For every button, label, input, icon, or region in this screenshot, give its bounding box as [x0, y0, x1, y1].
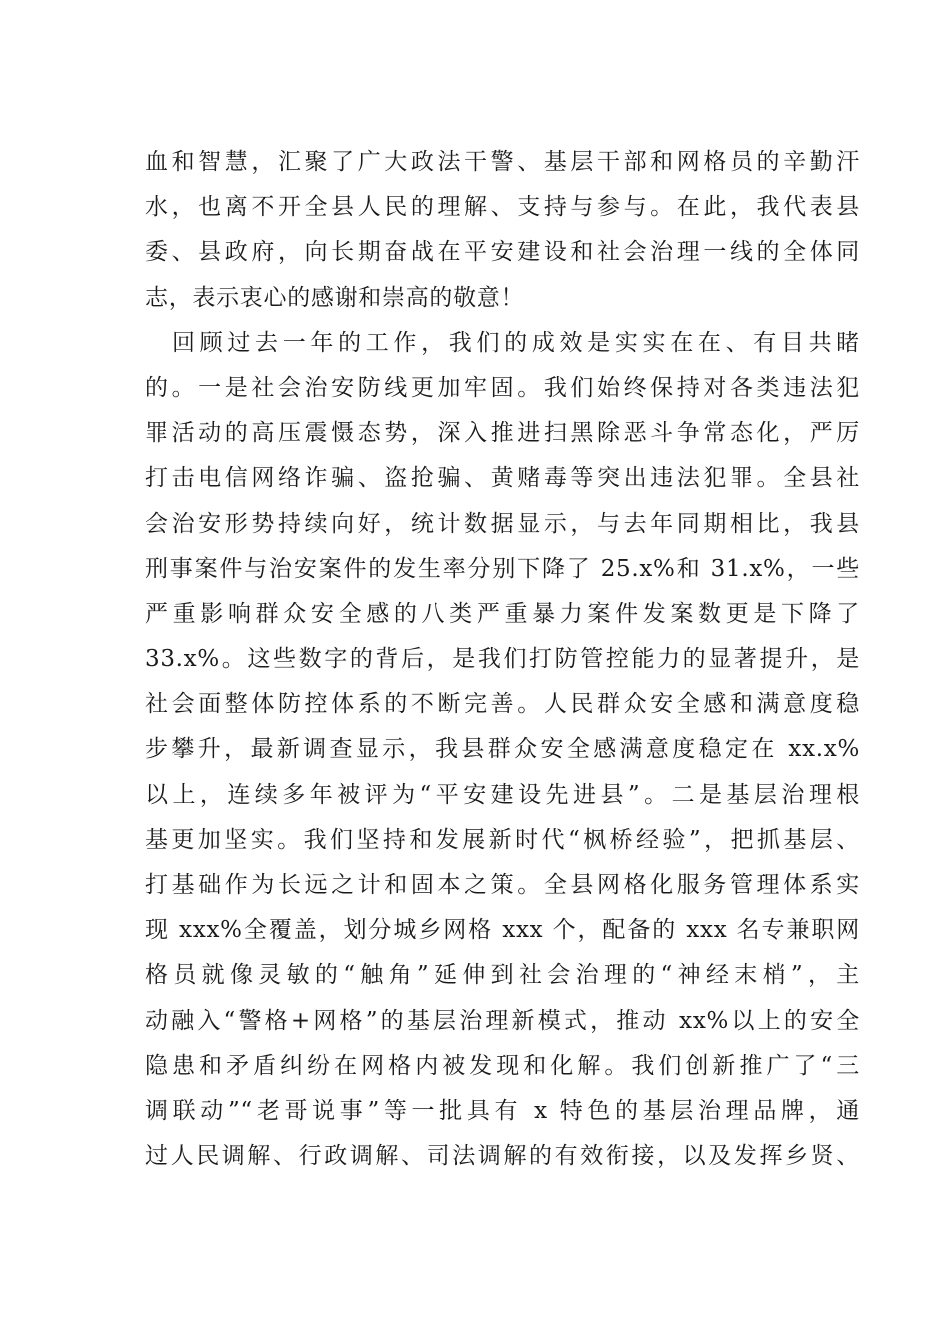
text-line-23: 过人民调解、行政调解、司法调解的有效衔接，以及发挥乡贤、	[145, 1143, 860, 1170]
text-line-18: 现 xxx%全覆盖，划分城乡网格 xxx 个，配备的 xxx 名专兼职网	[145, 917, 860, 944]
text-line-2: 水，也离不开全县人民的理解、支持与参与。在此，我代表县	[145, 194, 860, 221]
text-line-12: 33.x%。这些数字的背后，是我们打防管控能力的显著提升，是	[145, 646, 860, 673]
text-line-3: 委、县政府，向长期奋战在平安建设和社会治理一线的全体同	[145, 239, 860, 266]
text-line-15: 以上，连续多年被评为“平安建设先进县”。二是基层治理根	[145, 781, 860, 808]
text-line-9: 会治安形势持续向好，统计数据显示，与去年同期相比，我县	[145, 510, 860, 537]
text-line-16: 基更加坚实。我们坚持和发展新时代“枫桥经验”，把抓基层、	[145, 826, 860, 853]
text-line-4: 志，表示衷心的感谢和崇高的敬意！	[145, 284, 525, 311]
text-line-20: 动融入“警格+网格”的基层治理新模式，推动 xx%以上的安全	[145, 1007, 860, 1034]
text-line-22: 调联动”“老哥说事”等一批具有 x 特色的基层治理品牌，通	[145, 1097, 860, 1124]
text-line-10: 刑事案件与治安案件的发生率分别下降了 25.x%和 31.x%，一些	[145, 555, 860, 582]
text-line-17: 打基础作为长远之计和固本之策。全县网格化服务管理体系实	[145, 872, 860, 898]
text-line-6: 的。一是社会治安防线更加牢固。我们始终保持对各类违法犯	[145, 374, 860, 401]
text-line-14: 步攀升，最新调查显示，我县群众安全感满意度稳定在 xx.x%	[145, 736, 860, 763]
text-line-11: 严重影响群众安全感的八类严重暴力案件发案数更是下降了	[145, 600, 860, 627]
text-line-19: 格员就像灵敏的“触角”延伸到社会治理的“神经末梢”，主	[145, 962, 860, 989]
text-line-13: 社会面整体防控体系的不断完善。人民群众安全感和满意度稳	[145, 691, 860, 718]
text-line-1: 血和智慧，汇聚了广大政法干警、基层干部和网格员的辛勤汗	[145, 149, 860, 175]
document-body	[145, 140, 860, 1179]
text-line-21: 隐患和矛盾纠纷在网格内被发现和化解。我们创新推广了“三	[145, 1052, 860, 1079]
text-line-5: 回顾过去一年的工作，我们的成效是实实在在、有目共睹	[172, 329, 860, 356]
text-line-7: 罪活动的高压震慑态势，深入推进扫黑除恶斗争常态化，严厉	[145, 420, 860, 447]
text-line-8: 打击电信网络诈骗、盗抢骗、黄赌毒等突出违法犯罪。全县社	[145, 465, 860, 492]
